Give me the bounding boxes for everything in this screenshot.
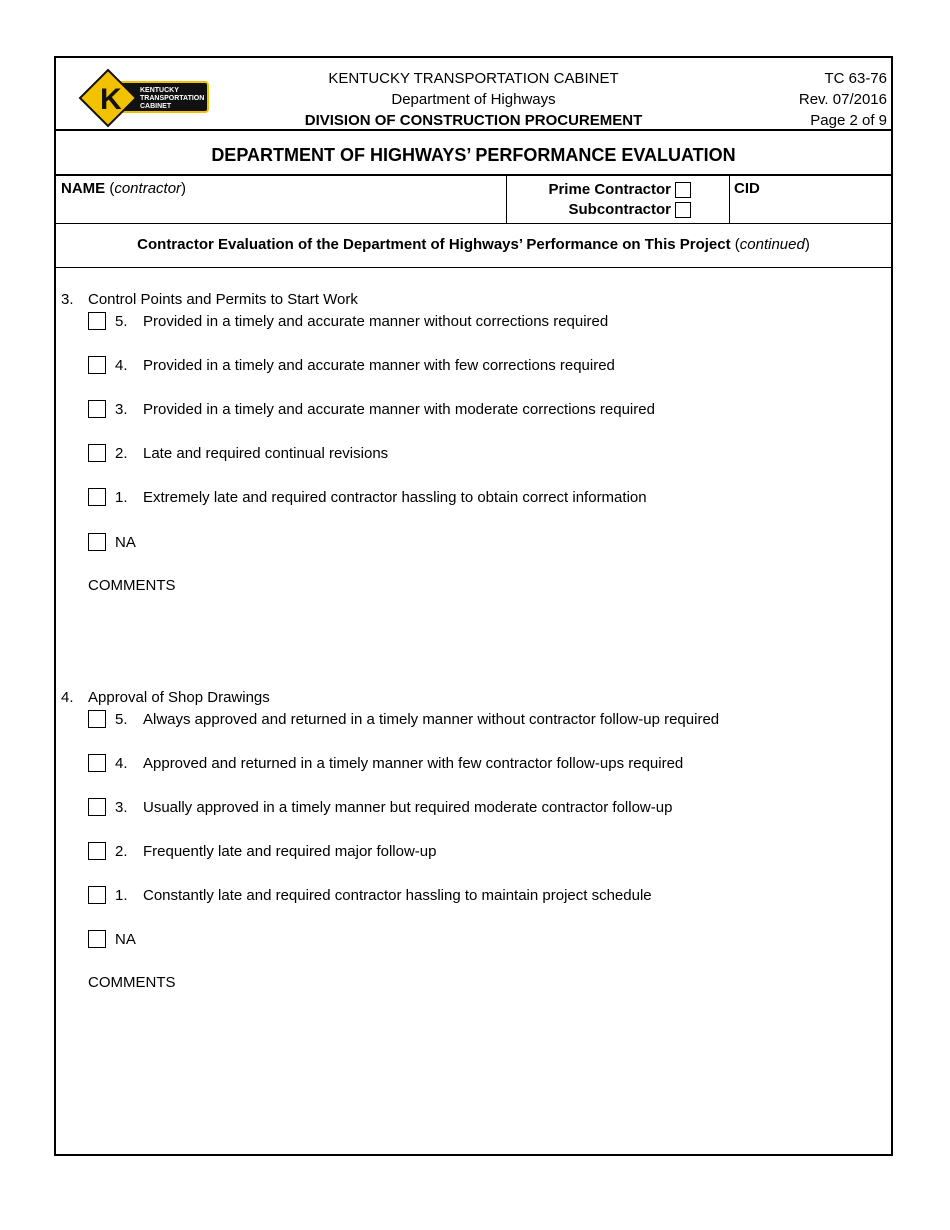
q4-option-2[interactable] xyxy=(88,842,437,860)
question-number: 4. xyxy=(61,689,74,706)
q4-option-5[interactable] xyxy=(88,710,719,728)
option-number: 3. xyxy=(115,400,128,418)
divider xyxy=(56,174,891,176)
page-title: DEPARTMENT OF HIGHWAYS’ PERFORMANCE EVALUATION xyxy=(211,145,736,165)
dept-name: Department of Highways xyxy=(391,91,556,108)
q3-option-na[interactable] xyxy=(88,533,136,551)
option-number: 1. xyxy=(115,488,128,506)
division-name: DIVISION OF CONSTRUCTION PROCUREMENT xyxy=(304,112,643,129)
q4-option-1[interactable] xyxy=(88,886,652,904)
option-number: 2. xyxy=(115,842,128,860)
option-number: 2. xyxy=(115,444,128,462)
option-label: Usually approved in a timely manner but required moderate contractor follow-up xyxy=(143,798,673,816)
question-title: Approval of Shop Drawings xyxy=(88,689,270,706)
divider xyxy=(56,223,891,224)
q3-comments-label: COMMENTS xyxy=(88,577,176,594)
form-id: TC 63-76 xyxy=(824,70,887,87)
q4-option-3[interactable] xyxy=(88,798,672,816)
option-number: 4. xyxy=(115,754,128,772)
divider xyxy=(56,267,891,268)
divider xyxy=(729,176,730,223)
section-subheading: Contractor Evaluation of the Department of Highways’ Performance on This Project (continued) xyxy=(137,236,810,253)
question-number: 3. xyxy=(61,291,74,308)
svg-text:KENTUCKY: KENTUCKY xyxy=(140,87,179,94)
svg-text:K: K xyxy=(100,83,122,116)
q4-option-4[interactable] xyxy=(88,754,683,772)
question-3 xyxy=(61,291,358,308)
checkbox[interactable] xyxy=(88,488,106,506)
checkbox[interactable] xyxy=(88,754,106,772)
option-label: Provided in a timely and accurate manner without corrections required xyxy=(143,312,609,330)
prime-contractor-checkbox[interactable] xyxy=(675,182,691,198)
name-label: NAME xyxy=(61,180,106,197)
checkbox[interactable] xyxy=(88,842,106,860)
svg-text:TRANSPORTATION: TRANSPORTATION xyxy=(140,95,205,102)
option-number: 5. xyxy=(115,710,128,728)
option-label: Provided in a timely and accurate manner with few corrections required xyxy=(143,356,615,374)
divider xyxy=(56,129,891,131)
q3-option-4[interactable] xyxy=(88,356,615,374)
svg-text:CABINET: CABINET xyxy=(140,103,172,110)
revision: Rev. 07/2016 xyxy=(798,91,887,108)
checkbox[interactable] xyxy=(88,533,106,551)
option-label: Approved and returned in a timely manner with few contractor follow-ups required xyxy=(143,754,684,772)
option-label: NA xyxy=(115,533,136,551)
option-label: NA xyxy=(115,930,136,948)
q4-comments-label: COMMENTS xyxy=(88,974,176,991)
q3-option-5[interactable] xyxy=(88,312,608,330)
question-4 xyxy=(61,689,270,706)
subheading-continued: continued xyxy=(739,236,805,253)
org-name: KENTUCKY TRANSPORTATION CABINET xyxy=(328,70,619,87)
option-number: 1. xyxy=(115,886,128,904)
checkbox[interactable] xyxy=(88,400,106,418)
option-label: Late and required continual revisions xyxy=(143,444,389,462)
option-number: 4. xyxy=(115,356,128,374)
checkbox[interactable] xyxy=(88,930,106,948)
option-number: 3. xyxy=(115,798,128,816)
divider xyxy=(506,176,507,223)
q3-option-2[interactable] xyxy=(88,444,388,462)
option-label: Frequently late and required major follow-up xyxy=(143,842,437,860)
option-label: Constantly late and required contractor hassling to maintain project schedule xyxy=(143,886,652,904)
subcontractor-checkbox[interactable] xyxy=(675,202,691,218)
checkbox[interactable] xyxy=(88,444,106,462)
name-hint: contractor xyxy=(114,180,182,197)
cid-label: CID xyxy=(734,180,760,197)
subheading-text: Contractor Evaluation of the Department of Highways’ Performance on This Project xyxy=(137,236,731,253)
prime-contractor-label: Prime Contractor xyxy=(548,181,671,198)
checkbox[interactable] xyxy=(88,798,106,816)
q3-option-3[interactable] xyxy=(88,400,655,418)
question-title: Control Points and Permits to Start Work xyxy=(88,291,358,308)
q3-option-1[interactable] xyxy=(88,488,647,506)
page-number: Page 2 of 9 xyxy=(810,112,887,129)
form-frame xyxy=(54,56,893,1156)
option-label: Provided in a timely and accurate manner with moderate corrections required xyxy=(143,400,655,418)
name-field[interactable]: NAME (contractor) xyxy=(61,180,187,197)
option-number: 5. xyxy=(115,312,128,330)
option-label: Always approved and returned in a timely manner without contractor follow-up required xyxy=(143,710,720,728)
checkbox[interactable] xyxy=(88,312,106,330)
checkbox[interactable] xyxy=(88,886,106,904)
q4-option-na[interactable] xyxy=(88,930,136,948)
option-label: Extremely late and required contractor hassling to obtain correct information xyxy=(143,488,647,506)
checkbox[interactable] xyxy=(88,356,106,374)
cid-field[interactable] xyxy=(734,180,760,197)
subcontractor-label: Subcontractor xyxy=(568,201,671,218)
checkbox[interactable] xyxy=(88,710,106,728)
